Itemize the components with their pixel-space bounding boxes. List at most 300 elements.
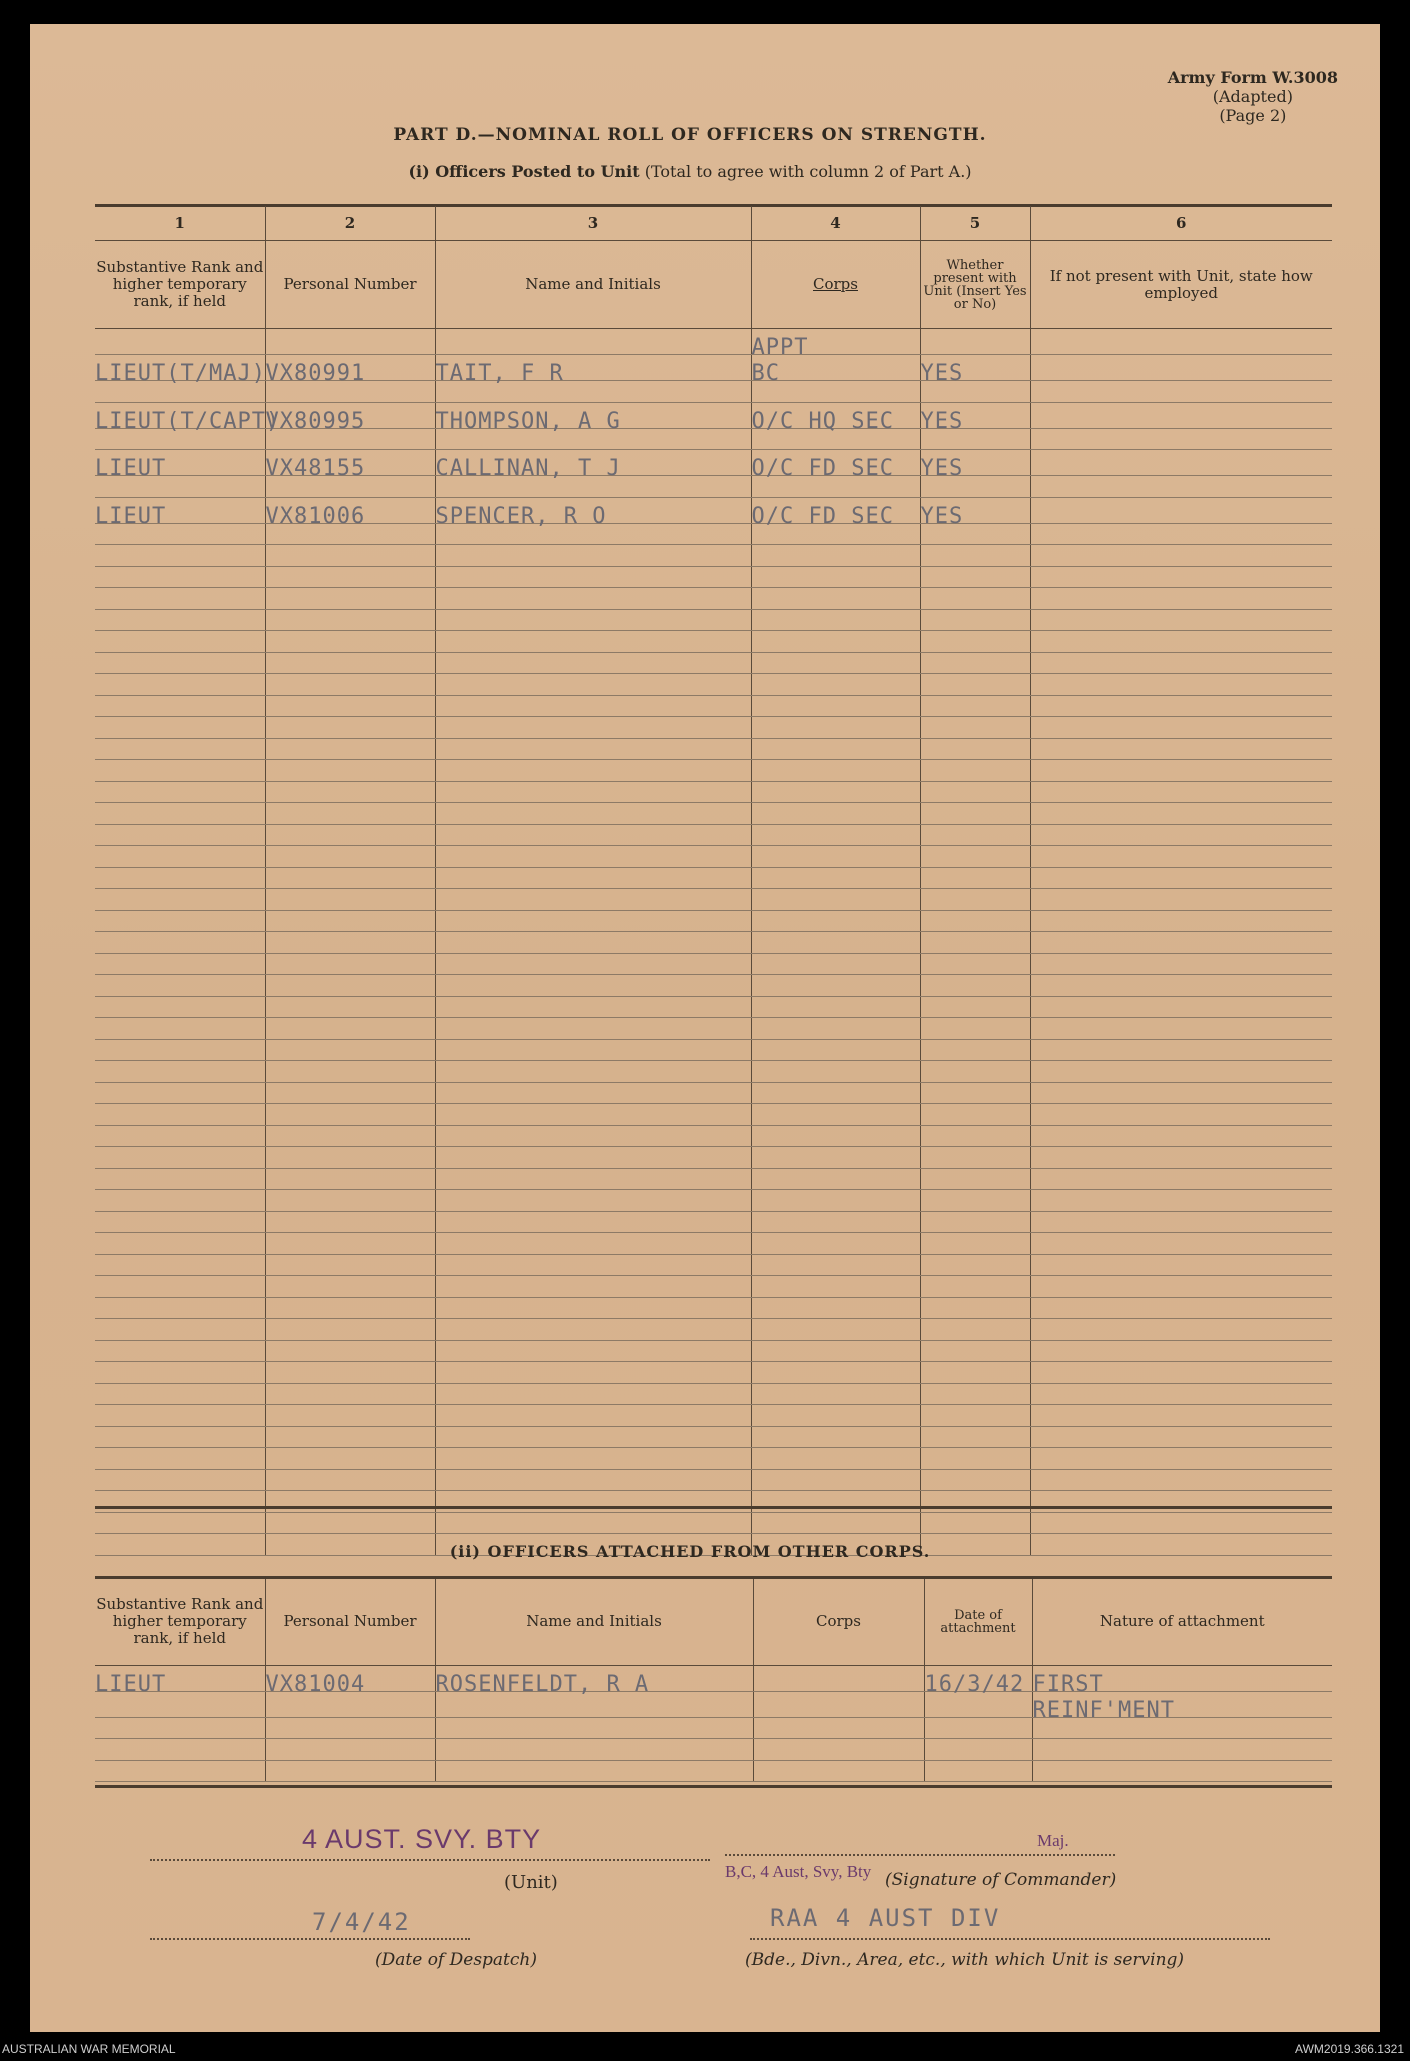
posted-cell [1030,932,1332,954]
handwritten-entry: FIRST [1032,1671,1104,1697]
formation-value: RAA 4 AUST DIV [770,1904,1001,1932]
posted-cell [435,1383,751,1405]
posted-cell [435,1104,751,1126]
header-rank: Substantive Rank and higher temporary rank, if held [95,241,265,329]
attached-cell [753,1691,924,1717]
posted-cell [920,1168,1030,1190]
attached-cell [95,1665,265,1697]
posted-cell [95,1512,265,1534]
posted-cell [1030,1211,1332,1233]
attached-row [95,1665,1332,1691]
col-number-4: 4 [751,206,920,241]
posted-cell [920,717,1030,739]
attached-cell [924,1665,1032,1697]
date-line [150,1938,470,1940]
posted-cell [1030,867,1332,889]
posted-row [95,1340,1332,1362]
posted-cell [265,1168,435,1190]
posted-cell [95,1276,265,1298]
posted-cell [1030,1469,1332,1491]
posted-cell [265,717,435,739]
posted-cell [1030,402,1332,428]
posted-cell [1030,428,1332,450]
posted-cell [920,738,1030,760]
posted-cell [435,402,751,434]
posted-row [95,588,1332,610]
col-number-2: 2 [265,206,435,241]
posted-cell [265,1211,435,1233]
posted-cell [751,1233,920,1255]
posted-cell [95,1469,265,1491]
handwritten-entry: LIEUT [95,503,167,529]
posted-row [95,975,1332,997]
attached-header-date: Date of attachment [924,1579,1032,1665]
handwritten-entry: LIEUT(T/CAPT) [95,408,281,434]
posted-cell [95,631,265,653]
posted-row [95,652,1332,674]
header-present: Whether present with Unit (Insert Yes or No) [920,241,1030,329]
posted-cell [95,1168,265,1190]
posted-cell [751,1276,920,1298]
posted-cell [1030,1319,1332,1341]
attached-cell [95,1739,265,1761]
posted-cell [265,566,435,588]
posted-cell [1030,824,1332,846]
posted-row [95,760,1332,782]
posted-cell [1030,1039,1332,1061]
posted-cell [265,910,435,932]
posted-cell [95,588,265,610]
attached-header-corps: Corps [753,1579,924,1665]
posted-cell [265,1362,435,1384]
form-adapted: (Adapted) [1212,87,1293,106]
posted-row [95,717,1332,739]
header-corps: Corps [751,241,920,329]
posted-cell [751,1147,920,1169]
attached-cell [924,1760,1032,1782]
posted-cell [435,566,751,588]
posted-row [95,674,1332,696]
posted-cell [95,1383,265,1405]
posted-cell [920,695,1030,717]
posted-cell [1030,910,1332,932]
posted-cell [435,1233,751,1255]
posted-cell [95,497,265,529]
posted-row [95,1512,1332,1534]
posted-row [95,738,1332,760]
attached-cell [435,1717,753,1739]
posted-cell [1030,975,1332,997]
posted-cell [265,609,435,631]
posted-row [95,1104,1332,1126]
posted-row [95,996,1332,1018]
posted-cell [95,1405,265,1427]
posted-cell [1030,803,1332,825]
posted-cell [265,867,435,889]
posted-cell [265,1297,435,1319]
posted-cell [1030,450,1332,476]
posted-cell [435,355,751,386]
posted-row [95,1405,1332,1427]
posted-cell [751,652,920,674]
posted-cell [751,846,920,868]
posted-cell [265,1448,435,1470]
posted-cell [751,1426,920,1448]
handwritten-entry: THOMPSON, A G [435,408,621,434]
posted-row [95,953,1332,975]
posted-row [95,1469,1332,1491]
posted-row [95,867,1332,889]
posted-cell [920,1211,1030,1233]
col-number-5: 5 [920,206,1030,241]
posted-cell [265,631,435,653]
posted-cell [265,652,435,674]
posted-row [95,329,1332,355]
posted-row [95,910,1332,932]
posted-cell [95,781,265,803]
archive-footer [0,2036,1410,2061]
posted-row [95,803,1332,825]
posted-row [95,1061,1332,1083]
posted-cell [920,497,1030,529]
posted-cell [95,760,265,782]
posted-cell [435,889,751,911]
handwritten-entry: CALLINAN, T J [435,456,621,481]
part-ii-title: (ii) OFFICERS ATTACHED FROM OTHER CORPS. [449,1542,931,1561]
posted-cell [95,545,265,567]
handwritten-entry: VX80991 [265,361,366,386]
posted-cell [435,1340,751,1362]
posted-cell [95,738,265,760]
posted-cell [435,781,751,803]
attached-header-row [95,1579,1332,1665]
unit-stamp: 4 AUST. SVY. BTY [302,1824,542,1854]
posted-cell [920,1405,1030,1427]
posted-cell [435,1276,751,1298]
posted-cell [265,1276,435,1298]
table-bottom-rule [95,1506,1332,1509]
posted-row [95,824,1332,846]
posted-row [95,497,1332,523]
posted-cell [751,1512,920,1534]
attached-cell [265,1739,435,1761]
posted-cell [265,545,435,567]
posted-cell [95,674,265,696]
unit-label: (Unit) [504,1872,558,1893]
posted-cell [1030,1512,1332,1534]
attached-header-name: Name and Initials [435,1579,753,1665]
attached-header-number: Personal Number [265,1579,435,1665]
handwritten-entry: YES [920,503,964,529]
posted-row [95,355,1332,381]
attached-cell [1032,1760,1332,1782]
posted-cell [920,1147,1030,1169]
posted-cell [751,717,920,739]
posted-cell [435,1147,751,1169]
posted-cell [920,450,1030,481]
posted-cell [751,1018,920,1040]
officers-attached-table [95,1579,1332,1782]
posted-cell [920,1061,1030,1083]
attached-cell [435,1760,753,1782]
posted-cell [920,1319,1030,1341]
posted-cell [751,609,920,631]
posted-cell [1030,674,1332,696]
posted-cell [920,760,1030,782]
posted-cell [435,867,751,889]
posted-cell [435,497,751,529]
column-number-row [95,206,1332,241]
handwritten-entry: VX48155 [265,456,366,481]
attached-row [95,1739,1332,1761]
posted-cell [95,932,265,954]
col-number-3: 3 [435,206,751,241]
posted-cell [920,652,1030,674]
attached-cell [1032,1665,1332,1697]
handwritten-entry: BC [751,361,780,386]
posted-cell [435,1319,751,1341]
posted-cell [435,760,751,782]
posted-cell [435,1448,751,1470]
posted-cell [920,1426,1030,1448]
posted-cell [1030,1362,1332,1384]
posted-cell [265,803,435,825]
posted-cell [95,402,281,434]
posted-cell [751,803,920,825]
posted-cell [435,1426,751,1448]
posted-cell [265,889,435,911]
posted-cell [265,1233,435,1255]
posted-cell [1030,1233,1332,1255]
posted-cell [1030,1082,1332,1104]
posted-cell [265,1147,435,1169]
posted-cell [95,1340,265,1362]
posted-cell [265,355,435,386]
posted-cell [95,1448,265,1470]
posted-cell [1030,717,1332,739]
posted-cell [751,1405,920,1427]
commander-label: (Signature of Commander) [885,1870,1117,1890]
posted-cell [95,695,265,717]
posted-cell [751,1125,920,1147]
handwritten-entry: O/C FD SEC [751,503,894,529]
posted-cell [920,609,1030,631]
posted-cell [1030,1147,1332,1169]
posted-cell [435,824,751,846]
attached-row [95,1760,1332,1782]
posted-row [95,932,1332,954]
posted-cell [435,975,751,997]
posted-cell [435,1168,751,1190]
posted-cell [920,975,1030,997]
unit-line [150,1859,710,1861]
posted-cell [265,1383,435,1405]
handwritten-entry: YES [920,408,964,434]
posted-cell [95,867,265,889]
posted-cell [920,953,1030,975]
posted-row [95,566,1332,588]
posted-row [95,1211,1332,1233]
posted-cell [435,846,751,868]
col-number-1: 1 [95,206,265,241]
posted-cell [1030,566,1332,588]
posted-cell [920,1362,1030,1384]
posted-cell [1030,889,1332,911]
handwritten-entry: O/C FD SEC [751,456,894,481]
posted-cell [435,609,751,631]
date-value: 7/4/42 [312,1908,411,1936]
posted-cell [751,996,920,1018]
posted-cell [435,652,751,674]
posted-cell [265,1190,435,1212]
posted-cell [1030,1018,1332,1040]
header-employed: If not present with Unit, state how employed [1030,241,1332,329]
footer-source: AUSTRALIAN WAR MEMORIAL [2,2042,176,2056]
posted-cell [1030,1168,1332,1190]
handwritten-entry: APPT [751,335,809,360]
posted-cell [435,717,751,739]
handwritten-entry: LIEUT [95,1671,167,1697]
date-label: (Date of Despatch) [375,1950,537,1970]
posted-cell [265,760,435,782]
posted-cell [95,717,265,739]
posted-cell [95,1211,265,1233]
posted-cell [751,975,920,997]
posted-cell [751,1319,920,1341]
posted-cell [265,846,435,868]
attached-cell [435,1739,753,1761]
posted-cell [265,781,435,803]
posted-cell [920,1276,1030,1298]
posted-cell [265,588,435,610]
posted-cell [1030,545,1332,567]
posted-cell [265,824,435,846]
posted-cell [95,609,265,631]
posted-cell [265,329,435,355]
posted-cell [95,1254,265,1276]
attached-cell [95,1760,265,1782]
posted-cell [95,1018,265,1040]
posted-row [95,1233,1332,1255]
form-page: (Page 2) [1219,106,1287,125]
posted-row [95,1276,1332,1298]
handwritten-entry: 16/3/42 [924,1671,1025,1697]
posted-cell [920,1383,1030,1405]
posted-cell [751,1469,920,1491]
commander-stamp: B,C, 4 Aust, Svy, Bty [725,1862,872,1881]
posted-cell [95,1104,265,1126]
posted-cell [1030,476,1332,498]
posted-cell [1030,355,1332,381]
posted-cell [435,674,751,696]
posted-row [95,1039,1332,1061]
attached-cell [753,1665,924,1691]
footer-reference: AWM2019.366.1321 [1295,2042,1404,2056]
posted-cell [95,1125,265,1147]
attached-header-nature: Nature of attachment [1032,1579,1332,1665]
posted-cell [95,1297,265,1319]
posted-cell [435,738,751,760]
posted-cell [265,975,435,997]
posted-row [95,1362,1332,1384]
posted-cell [751,402,920,434]
posted-cell [265,1340,435,1362]
posted-cell [920,545,1030,567]
posted-cell [920,932,1030,954]
attached-cell [924,1739,1032,1761]
posted-cell [920,329,1030,355]
attached-cell [265,1760,435,1782]
posted-cell [751,760,920,782]
posted-cell [751,695,920,717]
posted-cell [265,738,435,760]
posted-cell [751,1168,920,1190]
posted-row [95,1082,1332,1104]
posted-row [95,1254,1332,1276]
posted-cell [265,1512,435,1534]
posted-cell [1030,497,1332,523]
handwritten-entry: ROSENFELDT, R A [435,1671,650,1697]
header-name: Name and Initials [435,241,751,329]
posted-cell [1030,953,1332,975]
posted-cell [751,1211,920,1233]
subtitle-rest: (Total to agree with column 2 of Part A.) [639,162,972,181]
posted-cell [751,781,920,803]
posted-cell [751,1340,920,1362]
posted-cell [95,450,265,481]
col-number-6: 6 [1030,206,1332,241]
handwritten-entry: LIEUT(T/MAJ) [95,361,266,386]
posted-cell [751,588,920,610]
posted-cell [920,1018,1030,1040]
posted-cell [95,652,265,674]
posted-cell [920,1125,1030,1147]
posted-cell [1030,1426,1332,1448]
posted-row [95,1168,1332,1190]
posted-cell [751,867,920,889]
posted-row [95,1297,1332,1319]
attached-cell [753,1717,924,1739]
posted-cell [435,1362,751,1384]
posted-cell [920,846,1030,868]
posted-cell [435,450,751,481]
posted-row [95,1448,1332,1470]
posted-row [95,1319,1332,1341]
commander-line [725,1854,1115,1856]
posted-cell [265,402,435,434]
posted-cell [265,1104,435,1126]
posted-row [95,1125,1332,1147]
posted-cell [435,1190,751,1212]
posted-cell [1030,523,1332,545]
posted-cell [920,1448,1030,1470]
posted-cell [265,1254,435,1276]
document-page [30,24,1380,2032]
posted-cell [95,1426,265,1448]
posted-cell [1030,1190,1332,1212]
posted-cell [265,932,435,954]
posted-cell [920,566,1030,588]
posted-cell [1030,760,1332,782]
posted-cell [920,867,1030,889]
posted-cell [265,1405,435,1427]
formation-line [750,1938,1270,1940]
part-d-title: PART D.—NOMINAL ROLL OF OFFICERS ON STRENGTH. [393,125,987,145]
posted-cell [95,566,265,588]
posted-cell [435,631,751,653]
posted-cell [920,631,1030,653]
posted-cell [95,1319,265,1341]
